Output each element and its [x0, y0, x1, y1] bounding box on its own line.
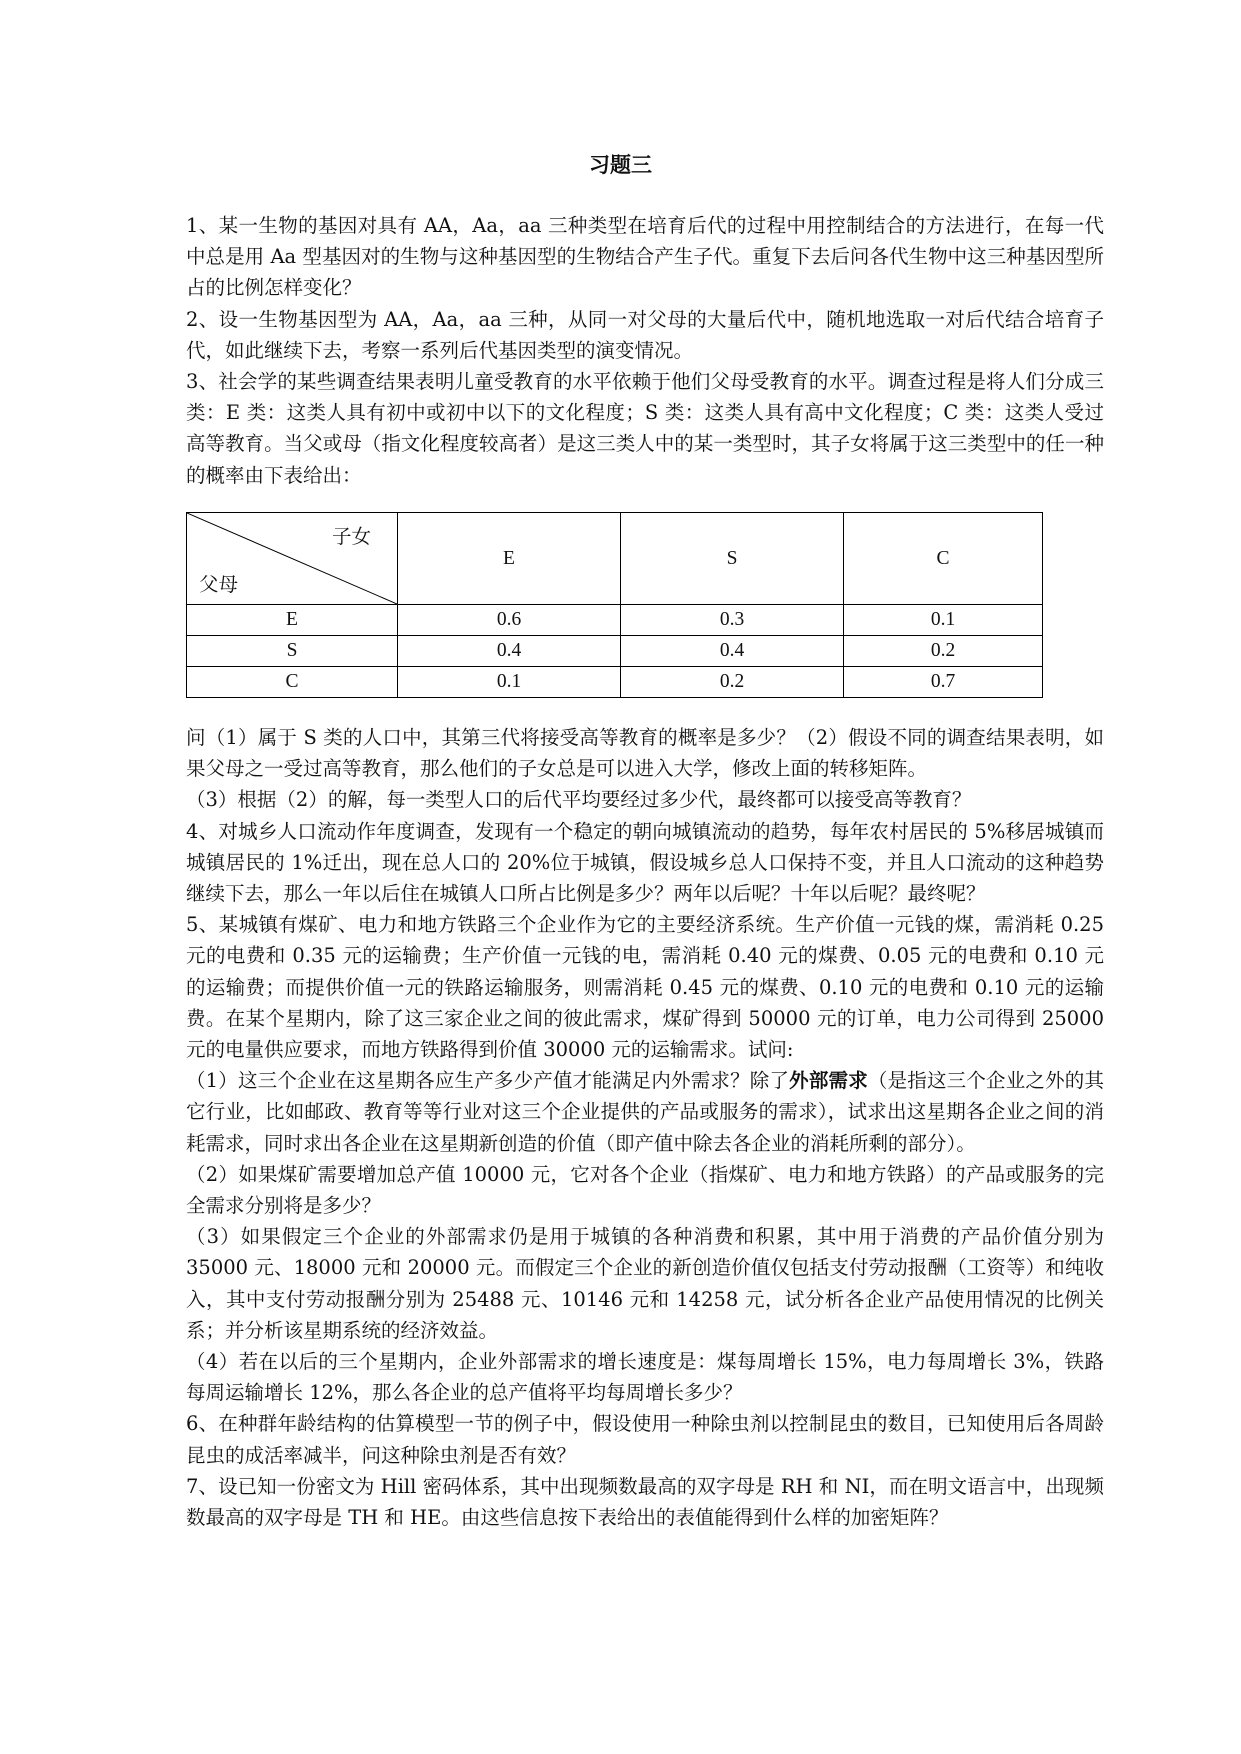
problem-2: 2、设一生物基因型为 AA，Aa，aa 三种，从同一对父母的大量后代中，随机地选取一对后代结合培育子代，如此继续下去，考察一系列后代基因类型的演变情况。: [186, 307, 1104, 362]
row-label: S: [187, 636, 398, 667]
problem-4: 4、对城乡人口流动作年度调查，发现有一个稳定的朝向城镇流动的趋势，每年农村居民的 5%移居城镇而城镇居民的 1%迁出，现在总人口的 20%位于城镇，假设城乡总人口保持不变，并且人口流动的这种趋势继续下去，那么一年以后住在城镇人口所占比例是多少？两年以后呢？十年以后呢？最终呢？: [186, 819, 1104, 906]
table-cell: 0.7: [844, 667, 1043, 698]
problem-3: 3、社会学的某些调查结果表明儿童受教育的水平依赖于他们父母受教育的水平。调查过程是将人们分成三类：E 类：这类人具有初中或初中以下的文化程度；S 类：这类人具有高中文化程度；C 类：这类人受过高等教育。当父或母（指文化程度较高者）是这三类人中的某一类型时，其子女将属于这三类型中的任一种的概率由下表给出：: [186, 370, 1104, 487]
probability-table: [186, 512, 1043, 698]
column-header: S: [621, 513, 844, 605]
problem-6: 6、在种群年龄结构的估算模型一节的例子中，假设使用一种除虫剂以控制昆虫的数目，已知使用后各周龄昆虫的成活率减半，问这种除虫剂是否有效？: [186, 1412, 1104, 1467]
questions-section: [186, 722, 1104, 1533]
problem-5-part-4: （4）若在以后的三个星期内，企业外部需求的增长速度是：煤每周增长 15%，电力每周增长 3%，铁路每周运输增长 12%，那么各企业的总产值将平均每周增长多少？: [186, 1350, 1104, 1405]
table-cell: 0.2: [621, 667, 844, 698]
table-row: [187, 605, 1043, 636]
problem-3-question-a: 问（1）属于 S 类的人口中，其第三代将接受高等教育的概率是多少？（2）假设不同的调查结果表明，如果父母之一受过高等教育，那么他们的子女总是可以进入大学，修改上面的转移矩阵。: [186, 726, 1104, 781]
table-cell: 0.2: [844, 636, 1043, 667]
row-label: E: [187, 605, 398, 636]
table-cell: 0.3: [621, 605, 844, 636]
corner-parent-label: 父母: [199, 575, 239, 596]
column-header: E: [398, 513, 621, 605]
page-title: 习题三: [589, 153, 652, 177]
part-1-text-end: （是指这三个企业之外的其它行业，比如邮政、教育等等行业对这三个企业提供的产品或服务的需求），试求出这星期各企业之间的消耗需求，同时求出各企业在这星期新创造的价值（即产值中除去各企业的消耗所剩的部分）。: [186, 1069, 1104, 1155]
table-cell: 0.6: [398, 605, 621, 636]
column-header: C: [844, 513, 1043, 605]
table-row: [187, 667, 1043, 698]
corner-child-label: 子女: [331, 527, 371, 548]
problem-5-part-1: [186, 1065, 1104, 1159]
table-cell: 0.4: [398, 636, 621, 667]
table-corner-cell: [187, 513, 398, 605]
table-cell: 0.4: [621, 636, 844, 667]
table-row: [187, 636, 1043, 667]
part-1-text-start: （1）这三个企业在这星期各应生产多少产值才能满足内外需求？除了: [186, 1069, 790, 1093]
problem-7: 7、设已知一份密文为 Hill 密码体系，其中出现频数最高的双字母是 RH 和 NI，而在明文语言中，出现频数最高的双字母是 TH 和 HE。由这些信息按下表给出的表值能得到什么样的加密矩阵？: [186, 1474, 1104, 1530]
problem-5-part-2: （2）如果煤矿需要增加总产值 10000 元，它对各个企业（指煤矿、电力和地方铁路）的产品或服务的完全需求分别将是多少？: [186, 1162, 1104, 1218]
intro-section: [186, 210, 1104, 491]
row-label: C: [187, 667, 398, 698]
table-cell: 0.1: [844, 605, 1043, 636]
external-demand-term: 外部需求: [789, 1069, 868, 1093]
table-cell: 0.1: [398, 667, 621, 698]
problem-5: 5、某城镇有煤矿、电力和地方铁路三个企业作为它的主要经济系统。生产价值一元钱的煤，需消耗 0.25 元的电费和 0.35 元的运输费；生产价值一元钱的电，需消耗 0.40 元的煤费、0.05 元的电费和 0.10 元的运输费；而提供价值一元的铁路运输服务，则需消耗 0.45 元的煤费、0.10 元的电费和 0.10 元的运输费。在某个星期内，除了这三家企业之间的彼此需求，煤矿得到 50000 元的订单，电力公司得到 25000 元的电量供应要求，而地方铁路得到价值 30000 元的运输需求。试问:: [186, 913, 1104, 1062]
problem-3-question-b: （3）根据（2）的解，每一类型人口的后代平均要经过多少代，最终都可以接受高等教育？: [186, 788, 972, 812]
table-header-row: [187, 513, 1043, 605]
problem-1: 1、某一生物的基因对具有 AA，Aa，aa 三种类型在培育后代的过程中用控制结合的方法进行，在每一代中总是用 Aa 型基因对的生物与这种基因型的生物结合产生子代。重复下去后问各代生物中这三种基因型所占的比例怎样变化？: [186, 214, 1104, 300]
problem-5-part-3: （3）如果假定三个企业的外部需求仍是用于城镇的各种消费和积累，其中用于消费的产品价值分别为 35000 元、18000 元和 20000 元。而假定三个企业的新创造价值仅包括支付劳动报酬（工资等）和纯收入，其中支付劳动报酬分别为 25488 元、10146 元和 14258 元，试分析各企业产品使用情况的比例关系；并分析该星期系统的经济效益。: [186, 1225, 1104, 1342]
